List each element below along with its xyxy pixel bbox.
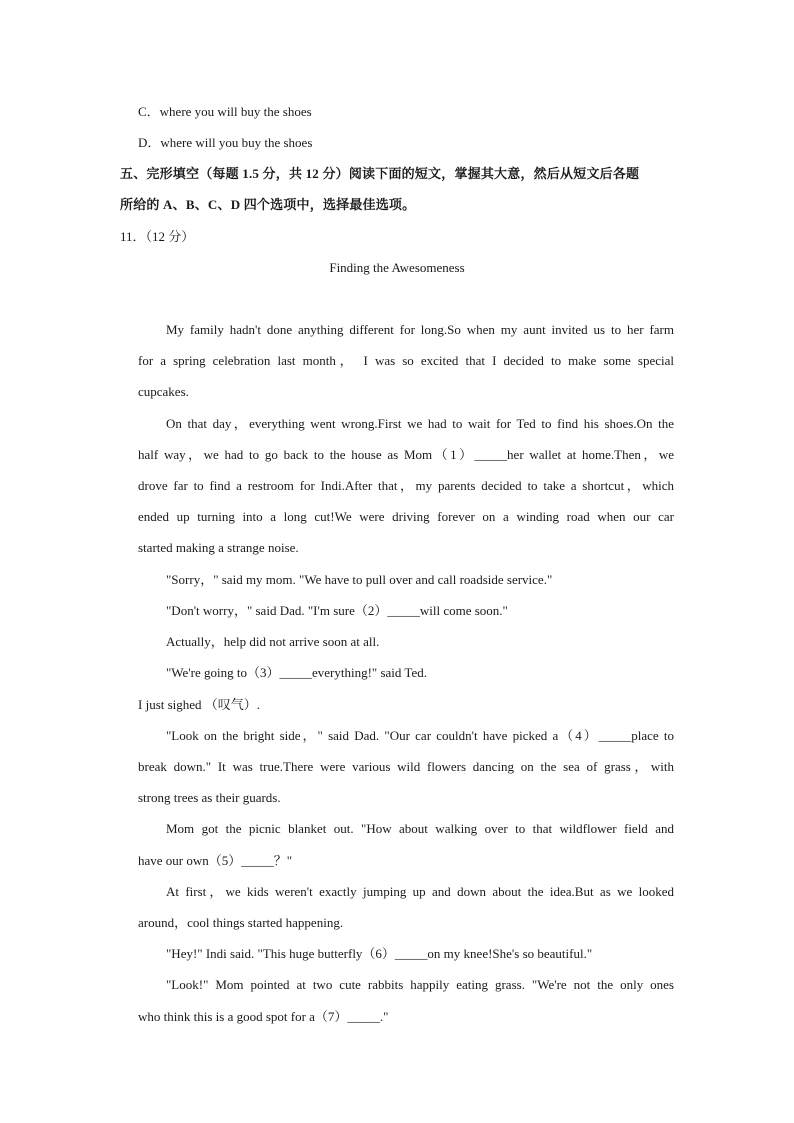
p2-line4: ended up turning into a long cut!We were driving forever on a winding road when our car bbox=[138, 509, 674, 524]
passage-title: Finding the Awesomeness bbox=[329, 260, 465, 275]
section-heading-line2: 所给的 A、B、C、D 四个选项中，选择最佳选项。 bbox=[120, 197, 416, 212]
p1-line2: for a spring celebration last month， I was so excited that I decided to make some special bbox=[138, 353, 674, 368]
p8-line3: strong trees as their guards. bbox=[138, 790, 281, 805]
p3: "Sorry，" said my mom. "We have to pull over and call roadside service." bbox=[166, 572, 553, 587]
p1-line3: cupcakes. bbox=[138, 384, 189, 399]
p2-line3: drove far to find a restroom for Indi.After that，my parents decided to take a shortcut，which bbox=[138, 478, 674, 493]
p12-line1: "Look!" Mom pointed at two cute rabbits happily eating grass. "We're not the only ones bbox=[166, 977, 674, 992]
p10-line1: At first，we kids weren't exactly jumping up and down about the idea.But as we looked bbox=[166, 884, 674, 899]
p8-line2: break down." It was true.There were various wild flowers dancing on the sea of grass，with bbox=[138, 759, 674, 774]
p5: Actually，help did not arrive soon at all. bbox=[166, 634, 380, 649]
p2-line1: On that day，everything went wrong.First we had to wait for Ted to find his shoes.On the bbox=[166, 416, 674, 431]
p11: "Hey!" Indi said. "This huge butterfly（6）_____on my knee!She's so beautiful." bbox=[166, 946, 593, 961]
p12-line2: who think this is a good spot for a（7）_____." bbox=[138, 1009, 389, 1024]
p8-line1: "Look on the bright side，" said Dad. "Our car couldn't have picked a（4）_____place to bbox=[166, 728, 674, 743]
p2-line2: half way，we had to go back to the house as Mom（1）_____her wallet at home.Then，we bbox=[138, 447, 674, 462]
p7: I just sighed （叹气）. bbox=[138, 697, 261, 712]
p9-line1: Mom got the picnic blanket out. "How about walking over to that wildflower field and bbox=[166, 821, 674, 836]
section-heading-line1: 五、完形填空（每题 1.5 分，共 12 分）阅读下面的短文，掌握其大意，然后从短文后各题 bbox=[120, 166, 640, 181]
p4: "Don't worry，" said Dad. "I'm sure（2）_____will come soon." bbox=[166, 603, 508, 618]
option-c: C．where you will buy the shoes bbox=[138, 104, 312, 119]
option-d: D．where will you buy the shoes bbox=[138, 135, 313, 150]
question-number: 11．（12 分） bbox=[120, 229, 195, 244]
p2-line5: started making a strange noise. bbox=[138, 540, 299, 555]
p6: "We're going to（3）_____everything!" said Ted. bbox=[166, 665, 427, 680]
p9-line2: have our own（5）_____？" bbox=[138, 853, 293, 868]
p10-line2: around，cool things started happening. bbox=[138, 915, 344, 930]
p1-line1: My family hadn't done anything different for long.So when my aunt invited us to her farm bbox=[166, 322, 674, 337]
